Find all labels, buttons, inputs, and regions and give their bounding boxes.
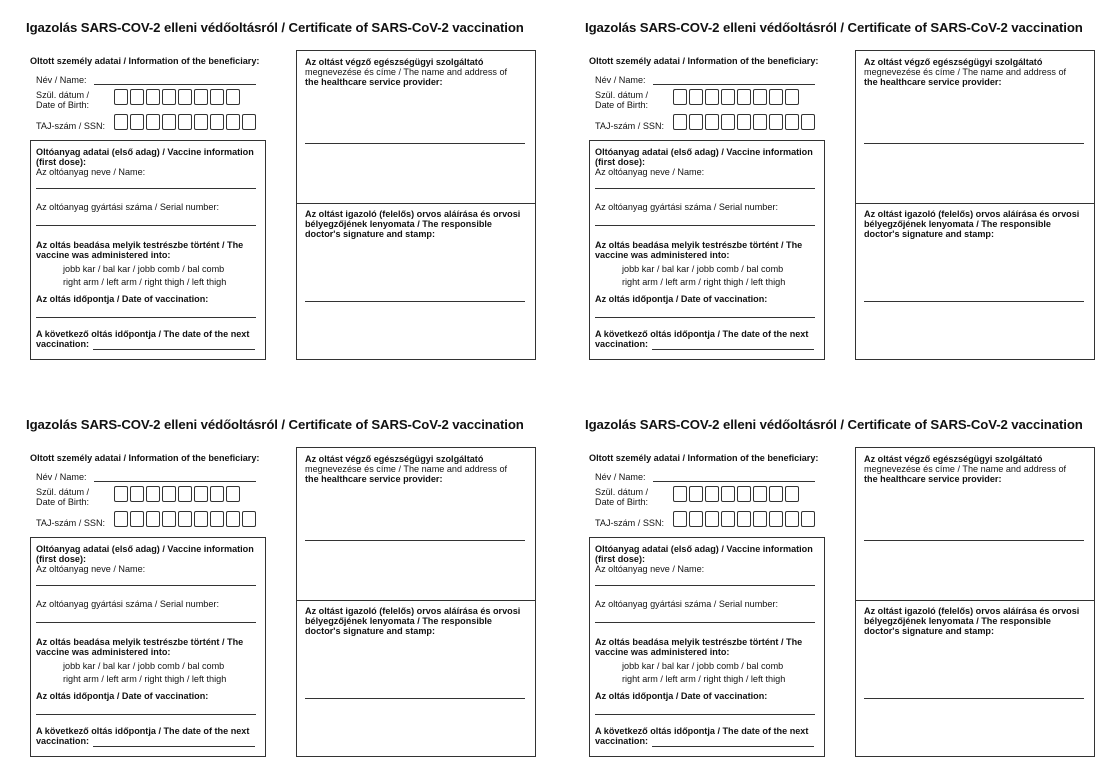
doctor-heading-3: doctor's signature and stamp: — [864, 229, 994, 239]
next-vaccination-label-2: vaccination: — [36, 339, 90, 349]
dob-label-2: Date of Birth: — [595, 100, 649, 110]
dob-label-2: Date of Birth: — [36, 100, 90, 110]
vaccine-name-field[interactable] — [595, 188, 815, 189]
doctor-heading-2: bélyegzőjének lenyomata / The responsible — [864, 219, 1051, 229]
ssn-boxes[interactable] — [673, 511, 815, 527]
box-divider — [297, 600, 535, 601]
doctor-heading-1: Az oltást igazoló (felelős) orvos aláírása és orvosi — [864, 606, 1080, 616]
site-heading-1: Az oltás beadása melyik testrészbe történt / The — [595, 240, 803, 250]
ssn-boxes[interactable] — [114, 114, 256, 130]
vaccine-heading-1: Oltóanyag adatai (első adag) / Vaccine information — [36, 544, 254, 554]
doctor-heading-1: Az oltást igazoló (felelős) orvos aláírása és orvosi — [305, 209, 521, 219]
doctor-heading-2: bélyegzőjének lenyomata / The responsible — [305, 616, 492, 626]
dob-boxes[interactable] — [673, 89, 799, 105]
vaccine-info-box — [589, 537, 825, 757]
provider-heading-3: the healthcare service provider: — [864, 77, 1002, 87]
vaccine-info-box — [30, 140, 266, 360]
ssn-label: TAJ-szám / SSN: — [36, 121, 106, 131]
provider-field[interactable] — [305, 143, 525, 144]
vaccine-heading-2: (first dose): — [36, 554, 87, 564]
provider-heading-3: the healthcare service provider: — [305, 77, 443, 87]
site-options-hu: jobb kar / bal kar / jobb comb / bal comb — [63, 661, 225, 671]
vaccine-heading-1: Oltóanyag adatai (első adag) / Vaccine information — [36, 147, 254, 157]
vaccine-heading-2: (first dose): — [36, 157, 87, 167]
site-heading-1: Az oltás beadása melyik testrészbe történt / The — [36, 637, 244, 647]
beneficiary-heading: Oltott személy adatai / Information of the beneficiary: — [589, 453, 819, 463]
vaccine-name-label: Az oltóanyag neve / Name: — [595, 564, 705, 574]
doctor-signature-field[interactable] — [305, 698, 525, 699]
next-vaccination-field[interactable] — [93, 746, 255, 747]
vaccine-name-field[interactable] — [36, 585, 256, 586]
provider-heading-1: Az oltást végző egészségügyi szolgáltató — [864, 454, 1043, 464]
vaccination-date-label: Az oltás időpontja / Date of vaccination: — [36, 294, 209, 304]
certificate-top-left — [26, 20, 546, 370]
dob-label-2: Date of Birth: — [36, 497, 90, 507]
vaccine-heading-2: (first dose): — [595, 554, 646, 564]
serial-field[interactable] — [595, 225, 815, 226]
dob-label-1: Szül. dátum / — [595, 487, 649, 497]
doctor-heading-1: Az oltást igazoló (felelős) orvos aláírása és orvosi — [305, 606, 521, 616]
certificate-title: Igazolás SARS-COV-2 elleni védőoltásról / Certificate of SARS-CoV-2 vaccination — [26, 20, 524, 35]
vaccine-name-label: Az oltóanyag neve / Name: — [36, 564, 146, 574]
next-vaccination-label-1: A következő oltás időpontja / The date of the next — [595, 726, 809, 736]
vaccine-name-label: Az oltóanyag neve / Name: — [595, 167, 705, 177]
dob-label-2: Date of Birth: — [595, 497, 649, 507]
doctor-signature-field[interactable] — [864, 698, 1084, 699]
vaccination-date-label: Az oltás időpontja / Date of vaccination: — [595, 691, 768, 701]
provider-heading-2: megnevezése és címe / The name and address of — [864, 67, 1067, 77]
doctor-heading-3: doctor's signature and stamp: — [305, 229, 435, 239]
provider-doctor-box — [855, 50, 1095, 360]
box-divider — [856, 203, 1094, 204]
next-vaccination-label-1: A következő oltás időpontja / The date of the next — [36, 329, 250, 339]
site-heading-2: vaccine was administered into: — [595, 647, 730, 657]
provider-field[interactable] — [864, 143, 1084, 144]
provider-heading-1: Az oltást végző egészségügyi szolgáltató — [305, 454, 484, 464]
serial-label: Az oltóanyag gyártási száma / Serial number: — [36, 202, 219, 212]
provider-doctor-box — [296, 447, 536, 757]
site-heading-1: Az oltás beadása melyik testrészbe történt / The — [36, 240, 244, 250]
site-options-hu: jobb kar / bal kar / jobb comb / bal comb — [622, 661, 784, 671]
serial-field[interactable] — [36, 225, 256, 226]
doctor-heading-2: bélyegzőjének lenyomata / The responsible — [864, 616, 1051, 626]
next-vaccination-field[interactable] — [652, 349, 814, 350]
dob-label-1: Szül. dátum / — [595, 90, 649, 100]
name-label: Név / Name: — [36, 472, 87, 482]
provider-heading-3: the healthcare service provider: — [864, 474, 1002, 484]
next-vaccination-label-2: vaccination: — [595, 339, 649, 349]
provider-field[interactable] — [305, 540, 525, 541]
site-heading-2: vaccine was administered into: — [36, 647, 171, 657]
provider-doctor-box — [296, 50, 536, 360]
serial-label: Az oltóanyag gyártási száma / Serial number: — [595, 599, 778, 609]
ssn-label: TAJ-szám / SSN: — [36, 518, 106, 528]
name-label: Név / Name: — [595, 75, 646, 85]
next-vaccination-label-1: A következő oltás időpontja / The date of the next — [595, 329, 809, 339]
provider-heading-2: megnevezése és címe / The name and address of — [305, 67, 508, 77]
next-vaccination-label-2: vaccination: — [36, 736, 90, 746]
next-vaccination-field[interactable] — [652, 746, 814, 747]
vaccine-info-box — [589, 140, 825, 360]
doctor-heading-2: bélyegzőjének lenyomata / The responsible — [305, 219, 492, 229]
vaccine-heading-1: Oltóanyag adatai (első adag) / Vaccine information — [595, 544, 813, 554]
ssn-boxes[interactable] — [114, 511, 256, 527]
dob-boxes[interactable] — [673, 486, 799, 502]
site-heading-1: Az oltás beadása melyik testrészbe történt / The — [595, 637, 803, 647]
vaccine-name-field[interactable] — [36, 188, 256, 189]
vaccination-date-label: Az oltás időpontja / Date of vaccination: — [36, 691, 209, 701]
box-divider — [856, 600, 1094, 601]
doctor-heading-3: doctor's signature and stamp: — [864, 626, 994, 636]
site-heading-2: vaccine was administered into: — [595, 250, 730, 260]
beneficiary-heading: Oltott személy adatai / Information of the beneficiary: — [30, 453, 260, 463]
beneficiary-heading: Oltott személy adatai / Information of the beneficiary: — [589, 56, 819, 66]
vaccination-date-field[interactable] — [36, 714, 256, 715]
name-label: Név / Name: — [595, 472, 646, 482]
box-divider — [297, 203, 535, 204]
beneficiary-heading: Oltott személy adatai / Information of the beneficiary: — [30, 56, 260, 66]
provider-heading-1: Az oltást végző egészségügyi szolgáltató — [864, 57, 1043, 67]
serial-label: Az oltóanyag gyártási száma / Serial number: — [595, 202, 778, 212]
ssn-label: TAJ-szám / SSN: — [595, 121, 665, 131]
site-options-hu: jobb kar / bal kar / jobb comb / bal comb — [622, 264, 784, 274]
site-options-hu: jobb kar / bal kar / jobb comb / bal comb — [63, 264, 225, 274]
vaccination-date-label: Az oltás időpontja / Date of vaccination: — [595, 294, 768, 304]
next-vaccination-label-2: vaccination: — [595, 736, 649, 746]
provider-heading-2: megnevezése és címe / The name and address of — [864, 464, 1067, 474]
vaccination-date-field[interactable] — [595, 714, 815, 715]
vaccine-heading-2: (first dose): — [595, 157, 646, 167]
vaccination-date-field[interactable] — [36, 317, 256, 318]
provider-doctor-box — [855, 447, 1095, 757]
site-options-en: right arm / left arm / right thigh / left thigh — [622, 277, 786, 287]
certificate-bottom-left — [26, 417, 546, 767]
ssn-boxes[interactable] — [673, 114, 815, 130]
doctor-signature-field[interactable] — [305, 301, 525, 302]
doctor-heading-3: doctor's signature and stamp: — [305, 626, 435, 636]
site-heading-2: vaccine was administered into: — [36, 250, 171, 260]
certificate-title: Igazolás SARS-COV-2 elleni védőoltásról / Certificate of SARS-CoV-2 vaccination — [585, 20, 1083, 35]
site-options-en: right arm / left arm / right thigh / left thigh — [622, 674, 786, 684]
site-options-en: right arm / left arm / right thigh / left thigh — [63, 277, 227, 287]
certificate-title: Igazolás SARS-COV-2 elleni védőoltásról / Certificate of SARS-CoV-2 vaccination — [585, 417, 1083, 432]
dob-boxes[interactable] — [114, 89, 240, 105]
name-field[interactable] — [94, 481, 256, 482]
next-vaccination-label-1: A következő oltás időpontja / The date of the next — [36, 726, 250, 736]
next-vaccination-field[interactable] — [93, 349, 255, 350]
dob-label-1: Szül. dátum / — [36, 90, 90, 100]
provider-heading-1: Az oltást végző egészségügyi szolgáltató — [305, 57, 484, 67]
name-field[interactable] — [94, 84, 256, 85]
dob-label-1: Szül. dátum / — [36, 487, 90, 497]
name-field[interactable] — [653, 481, 815, 482]
dob-boxes[interactable] — [114, 486, 240, 502]
doctor-signature-field[interactable] — [864, 301, 1084, 302]
certificate-top-right — [585, 20, 1105, 370]
vaccination-date-field[interactable] — [595, 317, 815, 318]
name-label: Név / Name: — [36, 75, 87, 85]
provider-field[interactable] — [864, 540, 1084, 541]
serial-label: Az oltóanyag gyártási száma / Serial number: — [36, 599, 219, 609]
vaccine-heading-1: Oltóanyag adatai (első adag) / Vaccine information — [595, 147, 813, 157]
doctor-heading-1: Az oltást igazoló (felelős) orvos aláírása és orvosi — [864, 209, 1080, 219]
provider-heading-3: the healthcare service provider: — [305, 474, 443, 484]
provider-heading-2: megnevezése és címe / The name and address of — [305, 464, 508, 474]
vaccine-info-box — [30, 537, 266, 757]
serial-field[interactable] — [595, 622, 815, 623]
site-options-en: right arm / left arm / right thigh / left thigh — [63, 674, 227, 684]
ssn-label: TAJ-szám / SSN: — [595, 518, 665, 528]
name-field[interactable] — [653, 84, 815, 85]
certificate-title: Igazolás SARS-COV-2 elleni védőoltásról / Certificate of SARS-CoV-2 vaccination — [26, 417, 524, 432]
certificate-bottom-right — [585, 417, 1105, 767]
vaccine-name-label: Az oltóanyag neve / Name: — [36, 167, 146, 177]
vaccine-name-field[interactable] — [595, 585, 815, 586]
serial-field[interactable] — [36, 622, 256, 623]
